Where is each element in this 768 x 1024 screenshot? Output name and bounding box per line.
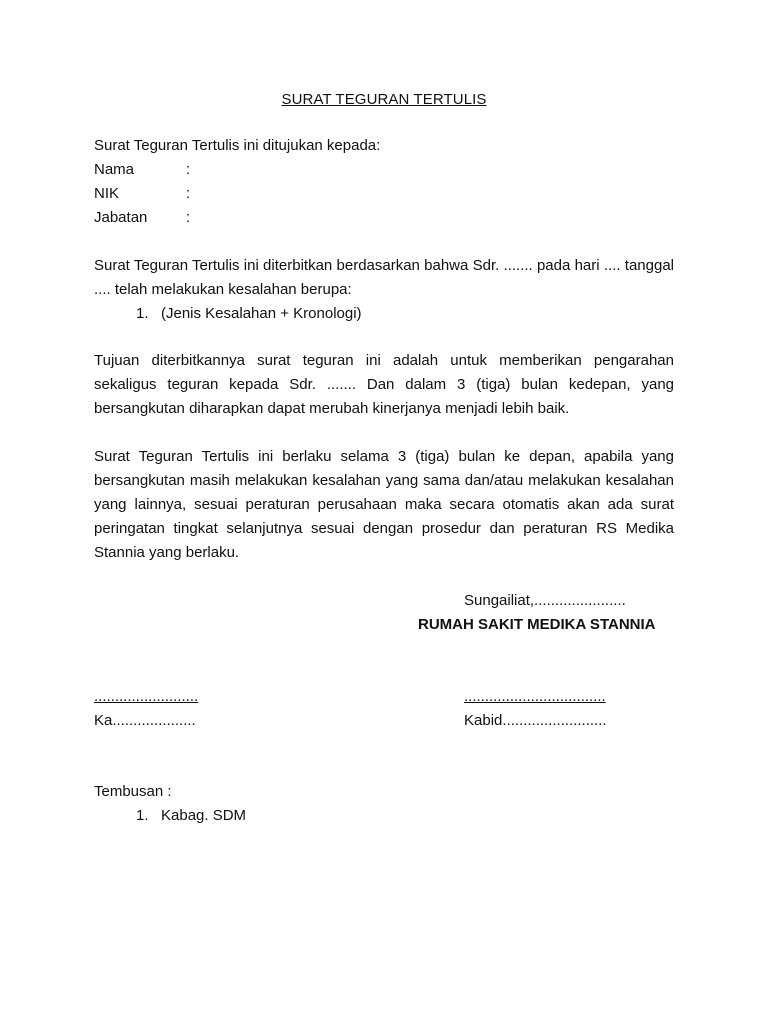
- intro-line: Surat Teguran Tertulis ini ditujukan kepada:: [94, 137, 381, 154]
- list-text: (Jenis Kesalahan + Kronologi): [161, 305, 362, 322]
- recipient-section: [94, 134, 674, 230]
- field-separator: :: [186, 161, 191, 178]
- list-number: 1.: [136, 305, 149, 322]
- paragraph-basis: [94, 254, 674, 326]
- paragraph-text: Surat Teguran Tertulis ini berlaku selama 3 (tiga) bulan ke depan, apabila yang bersangkutan masih melakukan kesalahan yang sama dan/atau melakukan kesalahan yang lainnya, sesuai peraturan perusahaan maka secara otomatis akan ada surat peringatan tingkat selanjutnya sesuai dengan prosedur dan peraturan RS Medika Stannia yang berlaku.: [94, 448, 674, 561]
- field-label: Jabatan: [94, 209, 148, 226]
- left-signer-title: Ka....................: [94, 712, 196, 729]
- right-signer-title: Kabid.........................: [464, 712, 607, 729]
- list-item: [94, 302, 674, 326]
- right-signer-name: ..................................: [464, 688, 606, 705]
- list-number: 1.: [136, 807, 149, 824]
- field-separator: :: [186, 185, 191, 202]
- field-row-jabatan: [94, 206, 674, 230]
- cc-section: [94, 780, 674, 828]
- field-row-nama: [94, 158, 674, 182]
- field-label: Nama: [94, 161, 135, 178]
- paragraph-text: Tujuan diterbitkannya surat teguran ini adalah untuk memberikan pengarahan sekaligus teguran kepada Sdr. ....... Dan dalam 3 (tiga) bulan kedepan, yang bersangkutan diharapkan dapat merubah kinerjanya menjadi lebih baik.: [94, 352, 674, 417]
- cc-label: Tembusan :: [94, 783, 172, 800]
- field-row-nik: [94, 182, 674, 206]
- letter-title: SURAT TEGURAN TERTULIS: [281, 91, 487, 108]
- paragraph-text: Surat Teguran Tertulis ini diterbitkan berdasarkan bahwa Sdr. ....... pada hari .... tanggal .... telah melakukan kesalahan berupa:: [94, 257, 674, 298]
- field-label: NIK: [94, 185, 120, 202]
- left-signer-name: .........................: [94, 688, 199, 705]
- paragraph-validity: [94, 445, 674, 565]
- institution-name: RUMAH SAKIT MEDIKA STANNIA: [418, 616, 656, 633]
- signature-header: [418, 589, 718, 637]
- place-date: Sungailiat,......................: [464, 592, 626, 609]
- field-separator: :: [186, 209, 191, 226]
- cc-list-item: [94, 804, 674, 828]
- paragraph-purpose: [94, 349, 674, 421]
- list-text: Kabag. SDM: [161, 807, 247, 824]
